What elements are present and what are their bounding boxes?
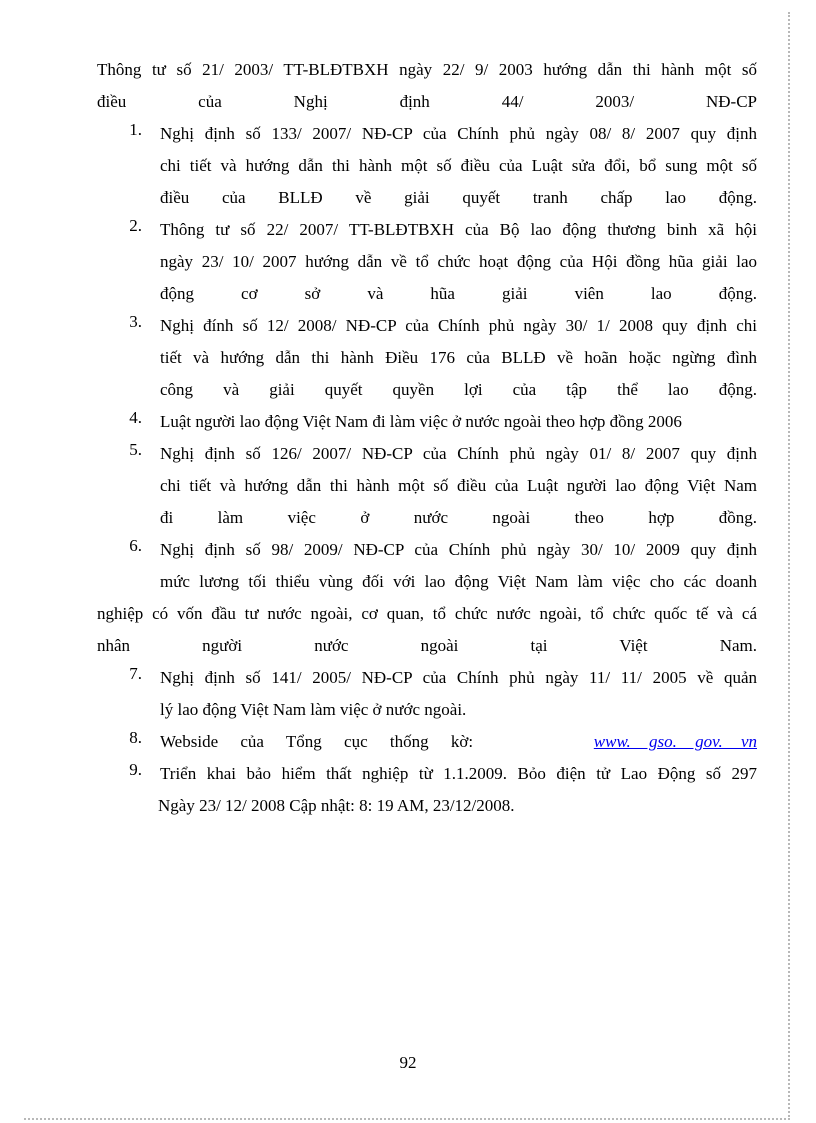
website-link[interactable]: www. gso. gov. vn (593, 732, 757, 751)
intro-line-2: điều của Nghị định 44/ 2003/ NĐ-CP (97, 92, 757, 111)
item-number: 2. (129, 216, 142, 235)
intro-line-1: Thông tư số 21/ 2003/ TT-BLĐTBXH ngày 22/ 9/ 2003 hướng dẫn thi hành một số (97, 60, 757, 79)
list-item-9 (97, 760, 757, 824)
item-number: 3. (129, 312, 142, 331)
reference-list (97, 56, 757, 824)
list-item-8 (97, 728, 757, 760)
item-text: công và giải quyết quyền lợi của tập thể lao động. (160, 380, 757, 399)
item-number: 1. (129, 120, 142, 139)
item-number: 4. (129, 408, 142, 427)
item-text: ngày 23/ 10/ 2007 hướng dẫn về tổ chức hoạt động của Hội đồng hũa giải lao (160, 252, 757, 271)
item-text-row (160, 728, 757, 760)
item-number: 9. (129, 760, 142, 779)
item-text: Nghị định số 126/ 2007/ NĐ-CP của Chính phủ ngày 01/ 8/ 2007 quy định (160, 444, 757, 463)
item-text: nhân người nước ngoài tại Việt Nam. (97, 636, 757, 655)
item-text: động cơ sở và hũa giải viên lao động. (160, 284, 757, 303)
item-text: lý lao động Việt Nam làm việc ở nước ngoài. (160, 700, 467, 719)
item-text: mức lương tối thiểu vùng đối với lao động Việt Nam làm việc cho các doanh (160, 572, 757, 591)
item-text: tiết và hướng dẫn thi hành Điều 176 của BLLĐ về hoãn hoặc ngừng đình (160, 348, 757, 367)
item-number: 6. (129, 536, 142, 555)
item-text: Luật người lao động Việt Nam đi làm việc ở nước ngoài theo hợp đồng 2006 (160, 412, 682, 431)
item-text: chi tiết và hướng dẫn thi hành một số điều của Luật sửa đổi, bổ sung một số (160, 156, 757, 175)
item-number: 7. (129, 664, 142, 683)
item-text: Nghị định số 141/ 2005/ NĐ-CP của Chính phủ ngày 11/ 11/ 2005 về quản (160, 668, 757, 687)
item-text: Ngày 23/ 12/ 2008 Cập nhật: 8: 19 AM, 23/12/2008. (158, 796, 515, 815)
item-text: đi làm việc ở nước ngoài theo hợp đồng. (160, 508, 757, 527)
item-text: Thông tư số 22/ 2007/ TT-BLĐTBXH của Bộ lao động thương binh xã hội (160, 220, 757, 239)
item-text: điều của BLLĐ về giải quyết tranh chấp lao động. (160, 188, 757, 207)
list-item-4 (97, 408, 757, 440)
list-item-3 (97, 312, 757, 408)
item-text: Webside của Tổng cục thống kờ: (160, 732, 474, 751)
list-item-5 (97, 440, 757, 536)
list-item-1 (97, 120, 757, 216)
item-text: Nghị đính số 12/ 2008/ NĐ-CP của Chính phủ ngày 30/ 1/ 2008 quy định chi (160, 316, 757, 335)
item-text: Nghị định số 98/ 2009/ NĐ-CP của Chính phủ ngày 30/ 10/ 2009 quy định (160, 540, 757, 559)
item-number: 5. (129, 440, 142, 459)
item-text: chi tiết và hướng dẫn thi hành một số điều của Luật người lao động Việt Nam (160, 476, 757, 495)
item-text: nghiệp có vốn đầu tư nước ngoài, cơ quan, tổ chức nước ngoài, tổ chức quốc tế và cá (97, 604, 757, 623)
page-number: 92 (399, 1053, 417, 1072)
list-item-6 (97, 536, 757, 664)
item-number: 8. (129, 728, 142, 747)
list-item-2 (97, 216, 757, 312)
item-text: Nghị định số 133/ 2007/ NĐ-CP của Chính phủ ngày 08/ 8/ 2007 quy định (160, 124, 757, 143)
list-item-7 (97, 664, 757, 728)
item-text: Triển khai bảo hiểm thất nghiệp từ 1.1.2009. Bỏo điện tử Lao Động số 297 (160, 764, 757, 783)
